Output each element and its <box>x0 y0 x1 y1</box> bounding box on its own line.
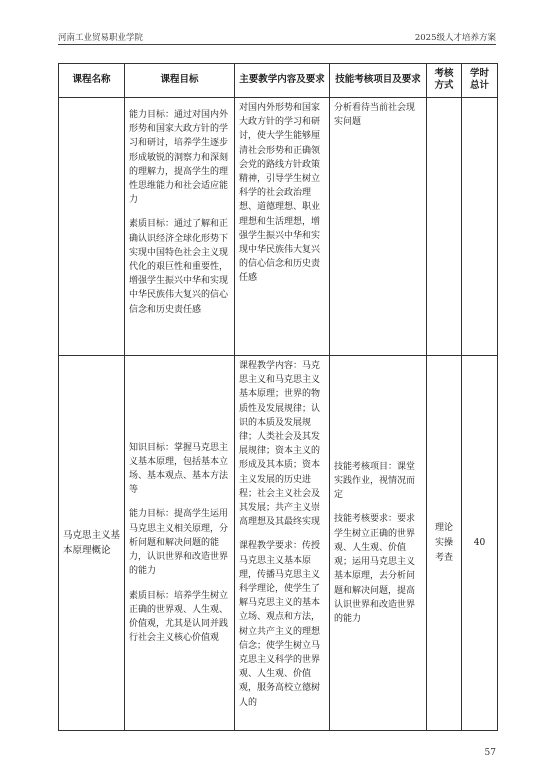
row2-course-name: 马克思主义基本原理概论 <box>59 356 125 731</box>
row2-assessment: 理论实操考查 <box>427 356 462 731</box>
row2-goal-quality: 素质目标：培养学生树立正确的世界观、人生观、价值观，尤其是认同并践行社会主义核心价值观 <box>129 590 229 644</box>
row1-goals <box>125 98 235 356</box>
header-hours <box>462 64 498 98</box>
row1-skills-text: 分析看待当前社会现实问题 <box>334 103 416 128</box>
row1-hours <box>462 98 498 356</box>
header-assessment-line1: 考核 <box>434 67 454 79</box>
row2-content-requirements: 课程教学要求：传授马克思主义基本原理，传播马克思主义科学理论，使学生了解马克思主义的基本立场、观点和方法，树立共产主义的理想信念；使学生树立马克思主义科学的世界观、人生观、价值观，服务高校立德树人的 <box>239 541 321 708</box>
table-header-row <box>59 64 498 98</box>
page-number: 57 <box>484 748 496 758</box>
header-assessment <box>427 64 462 98</box>
table-row <box>59 356 498 731</box>
row2-hours: 40 <box>462 356 498 731</box>
page-header <box>58 30 496 45</box>
row1-goal-ability: 能力目标：通过对国内外形势和国家大政方针的学习和研讨，培养学生逐步形成敏锐的洞察力和深刻的理解力，提高学生的理性思维能力和社会适应能力 <box>129 110 229 206</box>
row2-skills-project: 技能考核项目：课堂实践作业，视情况而定 <box>334 461 416 501</box>
row2-goal-knowledge: 知识目标：掌握马克思主义基本原理，包括基本立场、基本观点、基本方法等 <box>129 442 229 496</box>
row2-content <box>235 356 330 731</box>
row2-goal-ability: 能力目标：提高学生运用马克思主义相关原理，分析问题和解决问题的能力，认识世界和改造世界的能力 <box>129 509 229 577</box>
row1-content-text: 对国内外形势和国家大政方针的学习和研讨，使大学生能够厘清社会形势和正确领会党的路线方针政策精神，引导学生树立科学的社会政治理想、道德理想、职业理想和生活理想，增强学生振兴中华和实现中华民族伟大复兴的信心信念和历史责任感 <box>239 103 321 284</box>
row2-goals <box>125 356 235 731</box>
header-content: 主要教学内容及要求 <box>235 64 330 98</box>
row1-goal-quality: 素质目标：通过了解和正确认识经济全球化形势下实现中国特色社会主义现代化的艰巨性和重要性，增强学生振兴中华和实现中华民族伟大复兴的信心信念和历史责任感 <box>129 219 229 315</box>
row1-course-name <box>59 98 125 356</box>
row1-content <box>235 98 330 356</box>
header-course-name: 课程名称 <box>59 64 125 98</box>
row2-content-items: 课程教学内容：马克思主义和马克思主义基本原理；世界的物质性及发展规律；认识的本质及发展规律；人类社会及其发展规律；资本主义的形成及其本质；资本主义发展的历史进程；社会主义社会及其发展；共产主义崇高理想及其最终实现 <box>239 361 321 528</box>
header-plan: 2025级人才培养方案 <box>414 33 496 43</box>
row1-skills <box>330 98 427 356</box>
header-school: 河南工业贸易职业学院 <box>58 33 144 43</box>
course-table <box>58 63 498 731</box>
header-goals: 课程目标 <box>125 64 235 98</box>
row2-skills-requirements: 技能考核要求：要求学生树立正确的世界观、人生观、价值观；运用马克思主义基本原理，去分析问题和解决问题，提高认识世界和改造世界的能力 <box>334 514 416 624</box>
table-row <box>59 98 498 356</box>
header-assessment-line2: 方式 <box>434 79 454 91</box>
row2-skills <box>330 356 427 731</box>
header-hours-line2: 总计 <box>469 79 489 91</box>
header-hours-line1: 学时 <box>469 67 489 79</box>
row1-assessment <box>427 98 462 356</box>
header-skills: 技能考核项目及要求 <box>330 64 427 98</box>
